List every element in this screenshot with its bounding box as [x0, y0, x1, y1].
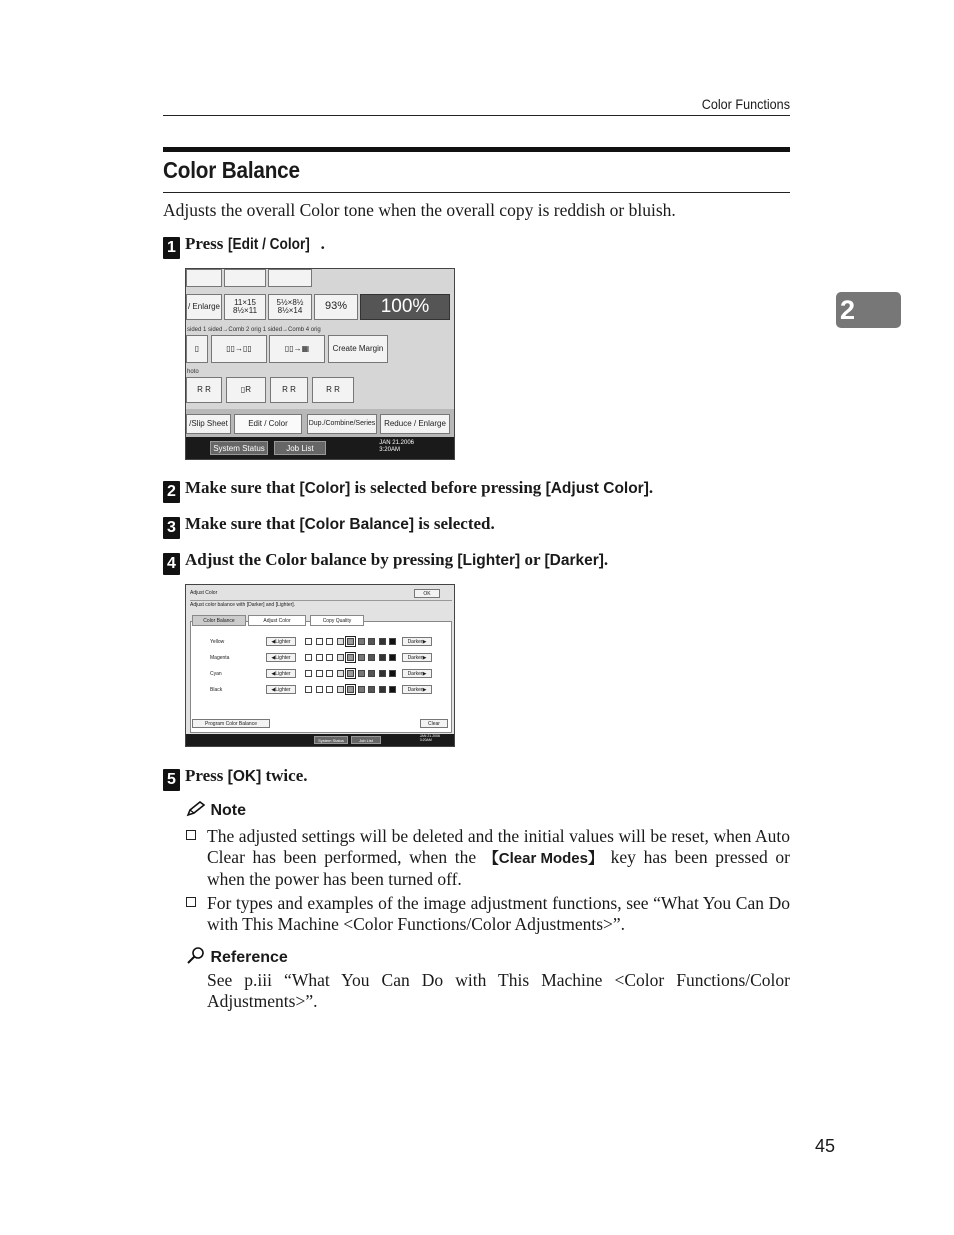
section-title: Color Balance — [163, 157, 300, 183]
lighter-button[interactable]: ◀Lighter — [266, 637, 296, 646]
balance-level-square — [305, 670, 312, 677]
running-header: Color Functions — [701, 96, 790, 112]
balance-level-square — [379, 686, 386, 693]
r-icon: R R — [197, 384, 211, 394]
screen-title: Adjust Color — [190, 590, 218, 596]
step-3 — [163, 514, 495, 539]
step-text: . — [603, 550, 609, 569]
step-4 — [163, 550, 608, 575]
lighter-button[interactable]: ◀Lighter — [266, 669, 296, 678]
balance-level-square — [305, 654, 312, 661]
balance-level-square — [337, 686, 344, 693]
step-number: 2 — [163, 481, 180, 503]
step-text: is selected before pressing — [350, 478, 546, 497]
header-rule — [163, 115, 790, 116]
note-heading-text: Note — [210, 802, 247, 819]
image-button-3[interactable] — [270, 377, 308, 403]
darker-button[interactable]: Darker▶ — [402, 685, 432, 694]
status-date: JAN 21.2006 — [419, 734, 440, 738]
copy-icon: ▯ — [194, 343, 200, 353]
program-color-balance-button[interactable]: Program Color Balance — [192, 719, 270, 728]
step-number: 4 — [163, 553, 180, 575]
balance-level-square — [305, 686, 312, 693]
status-date: JAN 21.2006 — [379, 440, 414, 446]
balance-level-square — [368, 638, 375, 645]
step-text: . — [648, 478, 654, 497]
ratio-text: 11×15 — [234, 297, 256, 307]
darker-button[interactable]: Darker▶ — [402, 669, 432, 678]
clear-button[interactable]: Clear — [420, 719, 448, 728]
key-color: [Color] — [299, 480, 351, 497]
key-darker: [Darker] — [544, 552, 604, 569]
balance-level-square — [389, 686, 396, 693]
balance-level-square — [347, 638, 354, 645]
balance-level-square — [316, 686, 323, 693]
balance-level-square — [358, 686, 365, 693]
balance-level-square — [337, 670, 344, 677]
combine-2-button[interactable] — [211, 335, 267, 363]
note-item-1 — [207, 826, 790, 890]
note-heading — [186, 801, 246, 820]
tab-color-balance[interactable]: Color Balance — [192, 615, 246, 626]
reference-text: See p.iii “What You Can Do with This Machine <Color Functions/Color Adjustments>”. — [207, 970, 790, 1011]
balance-level-square — [379, 638, 386, 645]
sided-label: sided 1 sided→Comb 2 orig 1 sided→Comb 4 orig — [187, 327, 321, 333]
balance-level-square — [368, 670, 375, 677]
balance-level-square — [316, 654, 323, 661]
instruction-text: Adjust color balance with [Darker] and [Lighter]. — [190, 602, 296, 608]
status-datetime — [379, 440, 414, 454]
balance-level-square — [337, 654, 344, 661]
balance-level-square — [326, 638, 333, 645]
step-text: or — [520, 550, 545, 569]
balance-level-square — [326, 654, 333, 661]
chapter-tab: 2 — [836, 292, 901, 328]
step-number: 3 — [163, 517, 180, 539]
tab-reduce-enlarge[interactable]: Reduce / Enlarge — [380, 414, 450, 434]
tab-dup-combine-series[interactable]: Dup./Combine/Series — [307, 414, 377, 434]
combine-4-icon: ▯▯→▦ — [284, 343, 310, 353]
key-ok: [OK] — [227, 768, 262, 785]
balance-level-square — [316, 638, 323, 645]
balance-level-square — [358, 638, 365, 645]
tab-copy-quality[interactable]: Copy Quality — [310, 615, 364, 626]
balance-level-square — [368, 686, 375, 693]
ratio-button-1[interactable] — [224, 294, 266, 320]
r-icon: R R — [326, 384, 340, 394]
balance-level-square — [358, 654, 365, 661]
balance-level-square — [389, 670, 396, 677]
balance-level-square — [389, 638, 396, 645]
adjust-color-screen — [185, 584, 455, 747]
tab-slip-sheet[interactable]: /Slip Sheet — [186, 414, 231, 434]
status-datetime — [420, 734, 440, 742]
balance-row-label: Magenta — [210, 655, 230, 661]
key-clear-modes: 【Clear Modes】 — [483, 849, 603, 867]
sided-icon-button[interactable] — [186, 335, 208, 363]
reference-heading-text: Reference — [210, 949, 288, 966]
checkbox-bullet — [186, 897, 196, 907]
status-bar — [186, 437, 454, 459]
step-text: Press — [185, 234, 228, 253]
balance-level-square — [358, 670, 365, 677]
image-button-2[interactable] — [226, 377, 266, 403]
status-bar — [186, 734, 454, 746]
combine-2-icon: ▯▯→▯▯ — [226, 343, 252, 353]
darker-button[interactable]: Darker▶ — [402, 653, 432, 662]
key-lighter: [Lighter] — [457, 552, 521, 569]
balance-row-label: Black — [210, 687, 223, 693]
balance-level-square — [368, 654, 375, 661]
status-time: 3:20AM — [419, 738, 432, 743]
balance-level-square — [347, 686, 354, 693]
ratio-button-2[interactable] — [268, 294, 312, 320]
tab-edit-color[interactable]: Edit / Color — [234, 414, 302, 434]
ok-button[interactable]: OK — [414, 589, 440, 598]
screen-button-top-2[interactable] — [224, 269, 266, 287]
balance-level-square — [379, 670, 386, 677]
step-1 — [163, 234, 325, 259]
step-text: Adjust the Color balance by pressing — [185, 550, 458, 569]
ratio-93-button[interactable]: 93% — [314, 294, 358, 320]
screen-button-top-1[interactable] — [186, 269, 222, 287]
pencil-icon — [186, 801, 206, 817]
balance-level-square — [316, 670, 323, 677]
system-status-button[interactable]: System Status — [210, 441, 268, 455]
section-top-rule — [163, 147, 790, 152]
step-text: Make sure that — [185, 478, 300, 497]
step-text: Press — [185, 766, 228, 785]
note-text: The adjusted settings will be deleted and the initial values will be reset, when Auto Clear has been performed, when the — [207, 826, 790, 867]
balance-level-square — [305, 638, 312, 645]
title-divider — [190, 600, 452, 601]
copier-main-screen — [185, 268, 455, 460]
step-text: . — [320, 234, 325, 253]
balance-level-square — [337, 638, 344, 645]
balance-row-label: Cyan — [210, 671, 222, 677]
step-number: 1 — [163, 237, 180, 259]
note-item-2: For types and examples of the image adjustment functions, see “What You Can Do with This Machine <Color Functions/Color Adjustments>”. — [207, 893, 790, 934]
image-button-4[interactable] — [312, 377, 354, 403]
balance-level-square — [347, 670, 354, 677]
job-list-button[interactable]: Job List — [351, 736, 381, 744]
create-margin-button[interactable]: Create Margin — [328, 335, 388, 363]
r-icon: R R — [282, 384, 296, 394]
step-text: is selected. — [414, 514, 495, 533]
step-2 — [163, 478, 653, 503]
ratio-text: 8½×14 — [277, 306, 303, 315]
magnifier-icon — [186, 946, 206, 964]
enlarge-button[interactable]: / Enlarge — [186, 294, 222, 320]
page-number: 45 — [814, 1136, 835, 1156]
screen-button-top-3[interactable] — [268, 269, 312, 287]
image-button-1[interactable] — [186, 377, 222, 403]
balance-level-square — [347, 654, 354, 661]
lighter-button[interactable]: ◀Lighter — [266, 685, 296, 694]
darker-button[interactable]: Darker▶ — [402, 637, 432, 646]
step-number: 5 — [163, 769, 180, 791]
section-bottom-rule — [163, 192, 790, 193]
balance-level-square — [326, 670, 333, 677]
balance-level-square — [389, 654, 396, 661]
intro-text: Adjusts the overall Color tone when the overall copy is reddish or bluish. — [163, 200, 676, 220]
step-5 — [163, 766, 308, 791]
key-color-balance: [Color Balance] — [299, 516, 414, 533]
status-time: 3:20AM — [379, 447, 400, 454]
step-text: Make sure that — [185, 514, 300, 533]
system-status-button[interactable]: System Status — [314, 736, 348, 744]
balance-row-label: Yellow — [210, 639, 225, 645]
balance-level-square — [326, 686, 333, 693]
tab-adjust-color[interactable]: Adjust Color — [248, 615, 306, 626]
note-text: key has been pressed or when the power has been turned off. — [207, 846, 790, 889]
checkbox-bullet — [186, 830, 196, 840]
key-edit-color: [Edit / Color] — [227, 236, 310, 253]
ratio-text: 8½×11 — [232, 306, 258, 315]
combine-4-button[interactable] — [269, 335, 325, 363]
ratio-100-button[interactable]: 100% — [360, 294, 450, 320]
key-adjust-color: [Adjust Color] — [545, 480, 649, 497]
photo-label: hoto — [187, 369, 199, 375]
balance-level-square — [379, 654, 386, 661]
step-text: twice. — [261, 766, 308, 785]
lighter-button[interactable]: ◀Lighter — [266, 653, 296, 662]
reference-heading — [186, 946, 288, 967]
job-list-button[interactable]: Job List — [274, 441, 326, 455]
r-icon: ▯R — [240, 384, 252, 394]
ratio-text: 5½×8½ — [276, 297, 304, 307]
